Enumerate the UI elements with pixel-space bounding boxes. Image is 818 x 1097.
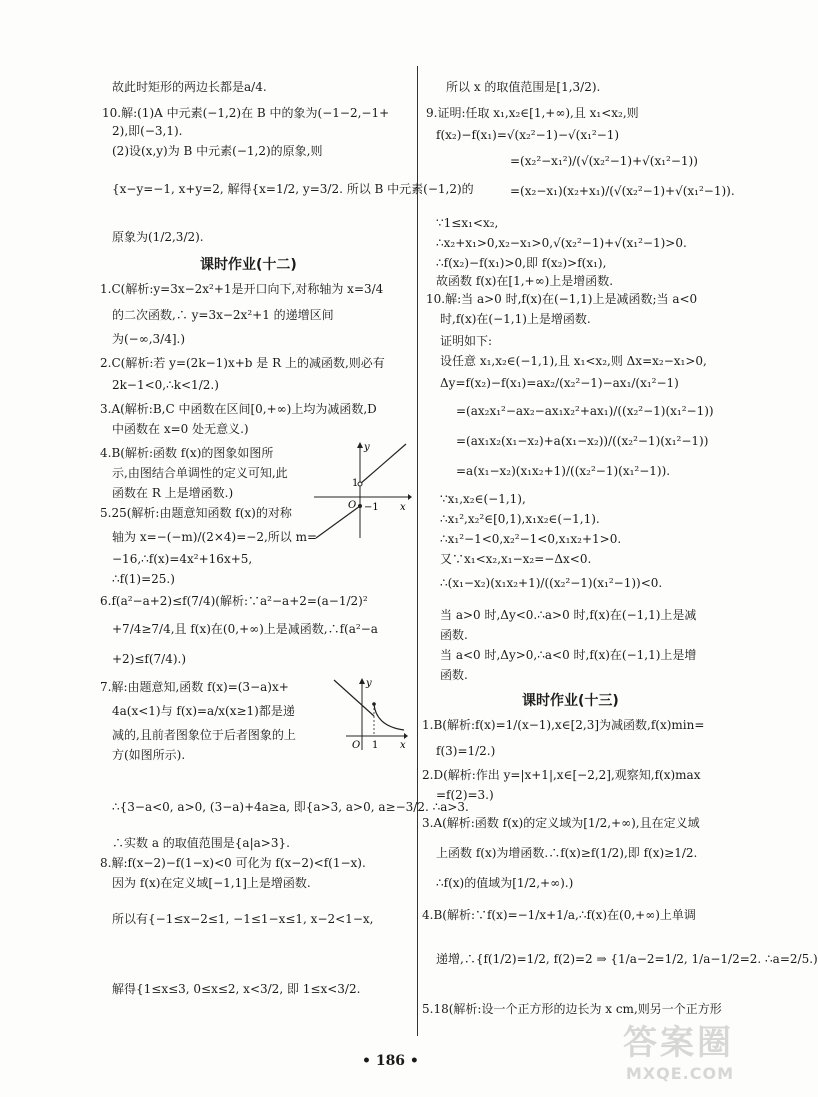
text-line: 3.A(解析:函数 f(x)的定义域为[1/2,+∞),且在定义域 [422,816,700,830]
text-line: ∴f(x₂)−f(x₁)>0,即 f(x₂)>f(x₁), [436,256,607,270]
text-line: 时,f(x)在(−1,1)上是增函数. [440,312,591,326]
text-line: 函数. [440,628,468,642]
text-line: ∴f(x)的值域为[1/2,+∞).) [436,876,574,890]
tick-label: 1 [352,478,359,489]
text-line: 3.A(解析:B,C 中函数在区间[0,+∞)上均为减函数,D [100,402,377,416]
text-line: 4a(x<1)与 f(x)=a/x(x≥1)都是递 [112,704,295,718]
text-line: f(x₂)−f(x₁)=√(x₂²−1)−√(x₁²−1) [436,128,620,142]
text-line: 5.25(解析:由题意知函数 f(x)的对称 [100,506,292,520]
text-line: 又∵x₁<x₂,x₁−x₂=−Δx<0. [440,552,592,566]
text-line: 1.C(解析:y=3x−2x²+1是开口向下,对称轴为 x=3/4 [100,282,384,296]
text-line: 函数在 R 上是增函数.) [112,486,234,500]
text-line: 函数. [440,668,468,682]
text-line: =f(2)=3.) [436,788,494,802]
text-line: ∴x₁²,x₂²∈[0,1),x₁x₂∈(−1,1). [440,512,600,526]
origin-label: O [352,740,361,751]
section-heading: 课时作业(十二) [200,257,297,273]
watermark [623,1015,734,1083]
text-line: +2)≤f(7/4).) [112,652,187,666]
graph-problem-4 [312,440,412,540]
text-line: =(x₂−x₁)(x₂+x₁)/(√(x₂²−1)+√(x₁²−1)). [510,184,735,198]
column-divider [417,66,418,1036]
text-line: 6.f(a²−a+2)≤f(7/4)(解析:∵a²−a+2=(a−1/2)² [100,594,368,608]
watermark-title: 答案圈 [623,1023,734,1063]
text-line: 原象为(1/2,3/2). [112,230,204,244]
text-line: ∴实数 a 的取值范围是{a|a>3}. [112,836,290,850]
section-heading: 课时作业(十三) [522,693,619,709]
text-line: 解得{1≤x≤3, 0≤x≤2, x<3/2, 即 1≤x<3/2. [112,982,361,996]
text-line: f(3)=1/2.) [436,744,496,758]
text-line: 7.解:由题意知,函数 f(x)=(3−a)x+ [100,680,289,694]
text-line: ∵x₁,x₂∈(−1,1), [440,492,526,506]
text-line: 2),即(−3,1). [112,124,183,138]
text-line: 10.解:(1)A 中元素(−1,2)在 B 中的象为(−1−2,−1+ [102,106,390,120]
text-line: 故此时矩形的两边长都是a/4. [112,80,267,94]
text-line: 示,由图结合单调性的定义可知,此 [112,466,288,480]
text-line: 递增,∴{f(1/2)=1/2, f(2)=2 ⇒ {1/a−2=1/2, 1/a−1/2=2. ∴a=2/5.) [436,952,818,966]
text-line: =(ax₁x₂(x₁−x₂)+a(x₁−x₂))/((x₂²−1)(x₁²−1)) [456,434,709,448]
text-line: 10.解:当 a>0 时,f(x)在(−1,1)上是减函数;当 a<0 [426,292,698,306]
text-line: 方(如图所示). [112,748,186,762]
text-line: 故函数 f(x)在[1,+∞)上是增函数. [436,274,614,288]
x-axis-arrow-icon [408,494,412,500]
text-line: 上函数 f(x)为增函数.∴f(x)≥f(1/2),即 f(x)≥1/2. [436,846,698,860]
watermark-url: MXQE.COM [625,1064,734,1083]
y-axis-label: y [366,678,372,689]
text-line: {x−y=−1, x+y=2, 解得{x=1/2, y=3/2. 所以 B 中元素(−1,2)的 [112,182,474,196]
text-line: 2.C(解析:若 y=(2k−1)x+b 是 R 上的减函数,则必有 [100,356,385,370]
text-line: ∴x₁²−1<0,x₂²−1<0,x₁x₂+1>0. [440,532,622,546]
graph-problem-7 [330,676,410,752]
text-line: 当 a>0 时,Δy<0.∴a>0 时,f(x)在(−1,1)上是减 [440,608,697,622]
y-axis-arrow-icon [359,678,365,684]
text-line: 因为 f(x)在定义域[−1,1]上是增函数. [112,876,311,890]
text-line: 4.B(解析:∵f(x)=−1/x+1/a,∴f(x)在(0,+∞)上单调 [422,908,696,922]
x-axis-label: x [400,740,406,751]
point-marker [372,702,376,706]
graph-curve [374,704,404,730]
y-axis-label: y [364,442,370,453]
text-line: ∴(x₁−x₂)(x₁x₂+1)/((x₂²−1)(x₁²−1))<0. [440,576,663,590]
text-line: 中函数在 x=0 处无意义.) [112,422,249,436]
y-axis-arrow-icon [357,442,363,448]
text-line: ∴{3−a<0, a>0, (3−a)+4a≥a, 即{a>3, a>0, a≥−3/2. ∴a>3. [112,800,469,814]
text-line: 设任意 x₁,x₂∈(−1,1),且 x₁<x₂,则 Δx=x₂−x₁>0, [440,354,707,368]
text-line: Δy=f(x₂)−f(x₁)=ax₂/(x₂²−1)−ax₁/(x₁²−1) [440,376,679,390]
page-number: • 186 • [362,1053,419,1069]
text-line: 的二次函数,∴ y=3x−2x²+1 的递增区间 [112,308,334,322]
text-line: +7/4≥7/4,且 f(x)在(0,+∞)上是减函数,∴f(a²−a [112,622,378,636]
x-axis-label: x [400,502,406,513]
text-line: 2.D(解析:作出 y=|x+1|,x∈[−2,2],观察知,f(x)max [422,768,701,782]
point-marker [358,504,362,508]
point-marker [358,482,362,486]
text-line: 证明如下: [440,334,493,348]
tick-label: −1 [364,502,379,513]
text-line: 5.18(解析:设一个正方形的边长为 x cm,则另一个正方形 [422,1002,722,1016]
text-line: (2)设(x,y)为 B 中元素(−1,2)的原象,则 [112,144,323,158]
text-line: =(x₂²−x₁²)/(√(x₂²−1)+√(x₁²−1)) [510,154,698,168]
text-line: 轴为 x=−(−m)/(2×4)=−2,所以 m= [112,530,318,544]
text-line: 当 a<0 时,Δy>0,∴a<0 时,f(x)在(−1,1)上是增 [440,648,697,662]
text-line: 8.解:f(x−2)−f(1−x)<0 可化为 f(x−2)<f(1−x). [100,856,366,870]
text-line: ∴x₂+x₁>0,x₂−x₁>0,√(x₂²−1)+√(x₁²−1)>0. [436,236,687,250]
text-line: =a(x₁−x₂)(x₁x₂+1)/((x₂²−1)(x₁²−1)). [456,464,671,478]
text-line: ∵1≤x₁<x₂, [436,216,499,230]
text-line: 所以 x 的取值范围是[1,3/2). [446,80,601,94]
text-line: =(ax₂x₁²−ax₂−ax₁x₂²+ax₁)/((x₂²−1)(x₁²−1)) [456,404,714,418]
x-axis-arrow-icon [404,733,408,739]
text-line: −16,∴f(x)=4x²+16x+5, [112,552,253,566]
tick-label: 1 [372,740,379,751]
text-line: 所以有{−1≤x−2≤1, −1≤1−x≤1, x−2<1−x, [112,912,374,926]
text-line: 减的,且前者图象位于后者图象的上 [112,728,296,742]
text-line: 为(−∞,3/4].) [112,332,186,346]
origin-label: O [348,500,357,511]
text-line: ∴f(1)=25.) [112,572,175,586]
text-line: 9.证明:任取 x₁,x₂∈[1,+∞),且 x₁<x₂,则 [426,106,639,120]
text-line: 4.B(解析:函数 f(x)的图象如图所 [100,446,274,460]
text-line: 2k−1<0,∴k<1/2.) [112,378,219,392]
text-line: 1.B(解析:f(x)=1/(x−1),x∈[2,3]为减函数,f(x)min= [422,718,705,732]
